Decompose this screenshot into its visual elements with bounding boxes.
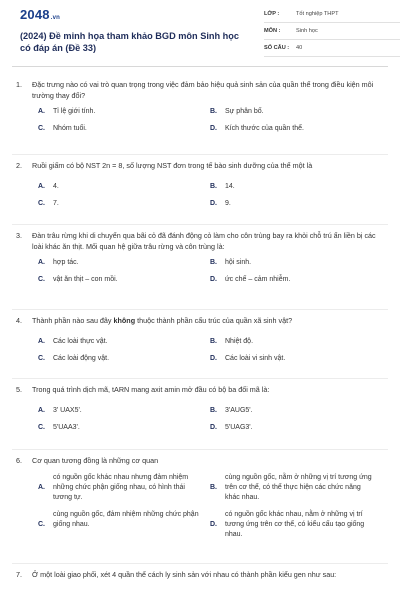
option-letter: A.	[38, 259, 45, 266]
question-stem	[12, 155, 388, 172]
option-d[interactable]	[210, 423, 382, 433]
option-b[interactable]	[210, 337, 382, 347]
option-c[interactable]	[38, 124, 210, 134]
option-text: 9.	[225, 199, 231, 207]
option-d[interactable]	[210, 275, 382, 285]
question-7	[12, 564, 388, 581]
option-text: vật ăn thịt – con mồi.	[53, 276, 118, 283]
question-text-part: thuộc thành phần cấu trúc của quần xã sinh vật?	[135, 316, 293, 325]
meta-label: MÔN :	[264, 28, 281, 34]
option-letter: C.	[38, 199, 45, 207]
options-grid	[12, 337, 388, 371]
question-text: Cơ quan tương đồng là những cơ quan	[32, 456, 159, 465]
option-b[interactable]	[210, 473, 382, 503]
logo-text: 2048	[20, 7, 50, 22]
option-text: Nhiệt độ.	[225, 337, 254, 345]
option-text: 3'AUG5'.	[225, 406, 253, 414]
options-grid	[12, 182, 388, 216]
option-text: Các loài vi sinh vật.	[225, 354, 286, 362]
meta-row-subject	[264, 23, 400, 40]
option-a[interactable]	[38, 406, 210, 416]
option-text: cùng nguồn gốc, nằm ở những vị trí tương ứng trên cơ thể, có thể thực hiện các chức năng khác nhau.	[225, 473, 372, 501]
exam-meta	[264, 6, 400, 57]
option-c[interactable]	[38, 423, 210, 433]
option-text: Sự phân bố.	[225, 108, 264, 115]
question-number: 1.	[16, 80, 22, 89]
option-text: 7.	[53, 199, 59, 207]
option-b[interactable]	[210, 258, 382, 268]
option-letter: C.	[38, 354, 45, 362]
option-letter: A.	[38, 483, 45, 491]
option-letter: C.	[38, 423, 45, 431]
question-number: 6.	[16, 456, 22, 465]
option-d[interactable]	[210, 124, 382, 134]
options-grid	[12, 107, 388, 141]
options-grid	[12, 473, 388, 547]
question-stem	[12, 450, 388, 467]
option-a[interactable]	[38, 107, 210, 117]
option-letter: C.	[38, 520, 45, 528]
meta-label: LỚP :	[264, 11, 280, 17]
option-letter: B.	[210, 406, 217, 414]
question-text: Ruồi giấm có bộ NST 2n = 8, số lượng NST đơn trong tế bào sinh dưỡng của thể một là	[32, 161, 313, 170]
option-a[interactable]	[38, 258, 210, 268]
option-text: ức chế – cảm nhiễm.	[225, 276, 291, 283]
question-1	[12, 74, 388, 155]
question-text: Trong quá trình dịch mã, tARN mang axit amin mở đầu có bộ ba đối mã là:	[32, 385, 270, 394]
option-letter: B.	[210, 108, 217, 115]
question-3	[12, 225, 388, 310]
option-letter: D.	[210, 276, 217, 283]
question-6	[12, 450, 388, 564]
option-d[interactable]	[210, 199, 382, 209]
option-letter: D.	[210, 354, 217, 362]
meta-value: Sinh học	[296, 28, 318, 34]
question-text: Ở một loài giao phối, xét 4 quần thể cách ly sinh sản với nhau có thành phần kiểu gen như sau:	[32, 570, 337, 579]
question-stem	[12, 564, 388, 581]
question-stem	[12, 379, 388, 396]
meta-value: 40	[296, 45, 303, 51]
option-text: Tỉ lệ giới tính.	[53, 108, 96, 115]
meta-value: Tốt nghiệp THPT	[296, 11, 339, 17]
option-letter: A.	[38, 337, 45, 345]
option-text: hội sinh.	[225, 259, 252, 266]
option-text: Nhóm tuổi.	[53, 125, 87, 132]
option-text: có nguồn gốc khác nhau nhưng đảm nhiệm những chức phận giống nhau, có hình thái tương tự.	[53, 473, 189, 501]
options-grid	[12, 406, 388, 440]
option-text: Các loài động vật.	[53, 354, 110, 362]
option-letter: D.	[210, 520, 217, 528]
question-number: 2.	[16, 161, 22, 170]
option-text: có nguồn gốc khác nhau, nằm ở những vị trí tương ứng trên cơ thể, có kiểu cấu tạo giống nhau.	[225, 510, 365, 538]
option-text: hợp tác.	[53, 259, 79, 266]
question-5	[12, 379, 388, 450]
question-number: 7.	[16, 570, 22, 579]
question-stem	[12, 74, 388, 101]
option-a[interactable]	[38, 473, 210, 503]
question-number: 4.	[16, 316, 22, 325]
document-header	[12, 0, 388, 67]
option-letter: A.	[38, 108, 45, 115]
meta-row-class	[264, 6, 400, 23]
option-text: Kích thước của quần thể.	[225, 125, 304, 132]
option-letter: D.	[210, 125, 217, 132]
option-d[interactable]	[210, 354, 382, 364]
question-stem	[12, 225, 388, 252]
page-title: (2024) Đề minh họa tham khảo BGD môn Sinh học có đáp án (Đề 33)	[20, 31, 239, 53]
option-letter: B.	[210, 182, 217, 190]
option-c[interactable]	[38, 354, 210, 364]
question-text-emphasis: không	[113, 316, 136, 325]
option-letter: D.	[210, 423, 217, 431]
question-number: 5.	[16, 385, 22, 394]
question-number: 3.	[16, 231, 22, 240]
option-text: 5'UAA3'.	[53, 423, 80, 431]
option-text: cùng nguồn gốc, đảm nhiệm những chức phận giống nhau.	[53, 510, 199, 528]
option-text: 5'UAG3'.	[225, 423, 253, 431]
option-text: Các loài thực vật.	[53, 337, 108, 345]
option-b[interactable]	[210, 182, 382, 192]
option-b[interactable]	[210, 406, 382, 416]
question-text	[32, 316, 388, 327]
question-stem	[12, 310, 388, 327]
option-text: 4.	[53, 182, 59, 190]
option-a[interactable]	[38, 182, 210, 192]
option-letter: B.	[210, 337, 217, 345]
question-text: Đặc trưng nào có vai trò quan trọng trong việc đảm bảo hiệu quả sinh sản của quần thể trong điều kiện môi trường thay đổi?	[32, 80, 374, 100]
option-letter: C.	[38, 125, 45, 132]
question-text-part: Thành phần nào sau đây	[32, 316, 114, 325]
option-d[interactable]	[210, 510, 382, 540]
option-text: 14.	[225, 182, 235, 190]
site-logo[interactable]	[20, 7, 60, 22]
option-c[interactable]	[38, 510, 210, 540]
question-2	[12, 155, 388, 225]
meta-row-count	[264, 40, 400, 57]
option-letter: A.	[38, 182, 45, 190]
option-b[interactable]	[210, 107, 382, 117]
question-list	[12, 74, 388, 581]
option-letter: B.	[210, 259, 217, 266]
question-4	[12, 310, 388, 379]
option-a[interactable]	[38, 337, 210, 347]
option-c[interactable]	[38, 199, 210, 209]
option-letter: D.	[210, 199, 217, 207]
logo-suffix: .vn	[50, 15, 61, 21]
option-text: 3' UAX5'.	[53, 406, 82, 414]
option-c[interactable]	[38, 275, 210, 285]
option-letter: A.	[38, 406, 45, 414]
meta-label: SỐ CÂU :	[264, 45, 290, 51]
question-text: Đàn trâu rừng khi di chuyển qua bãi cỏ đã đánh động cỏ làm cho côn trùng bay ra khỏi chỗ trú ẩn liền bị các loài khác ăn thịt. Mối quan hệ giữa trâu rừng và côn trùng là:	[32, 231, 376, 251]
options-grid	[12, 258, 388, 292]
option-letter: B.	[210, 483, 217, 491]
option-letter: C.	[38, 276, 45, 283]
